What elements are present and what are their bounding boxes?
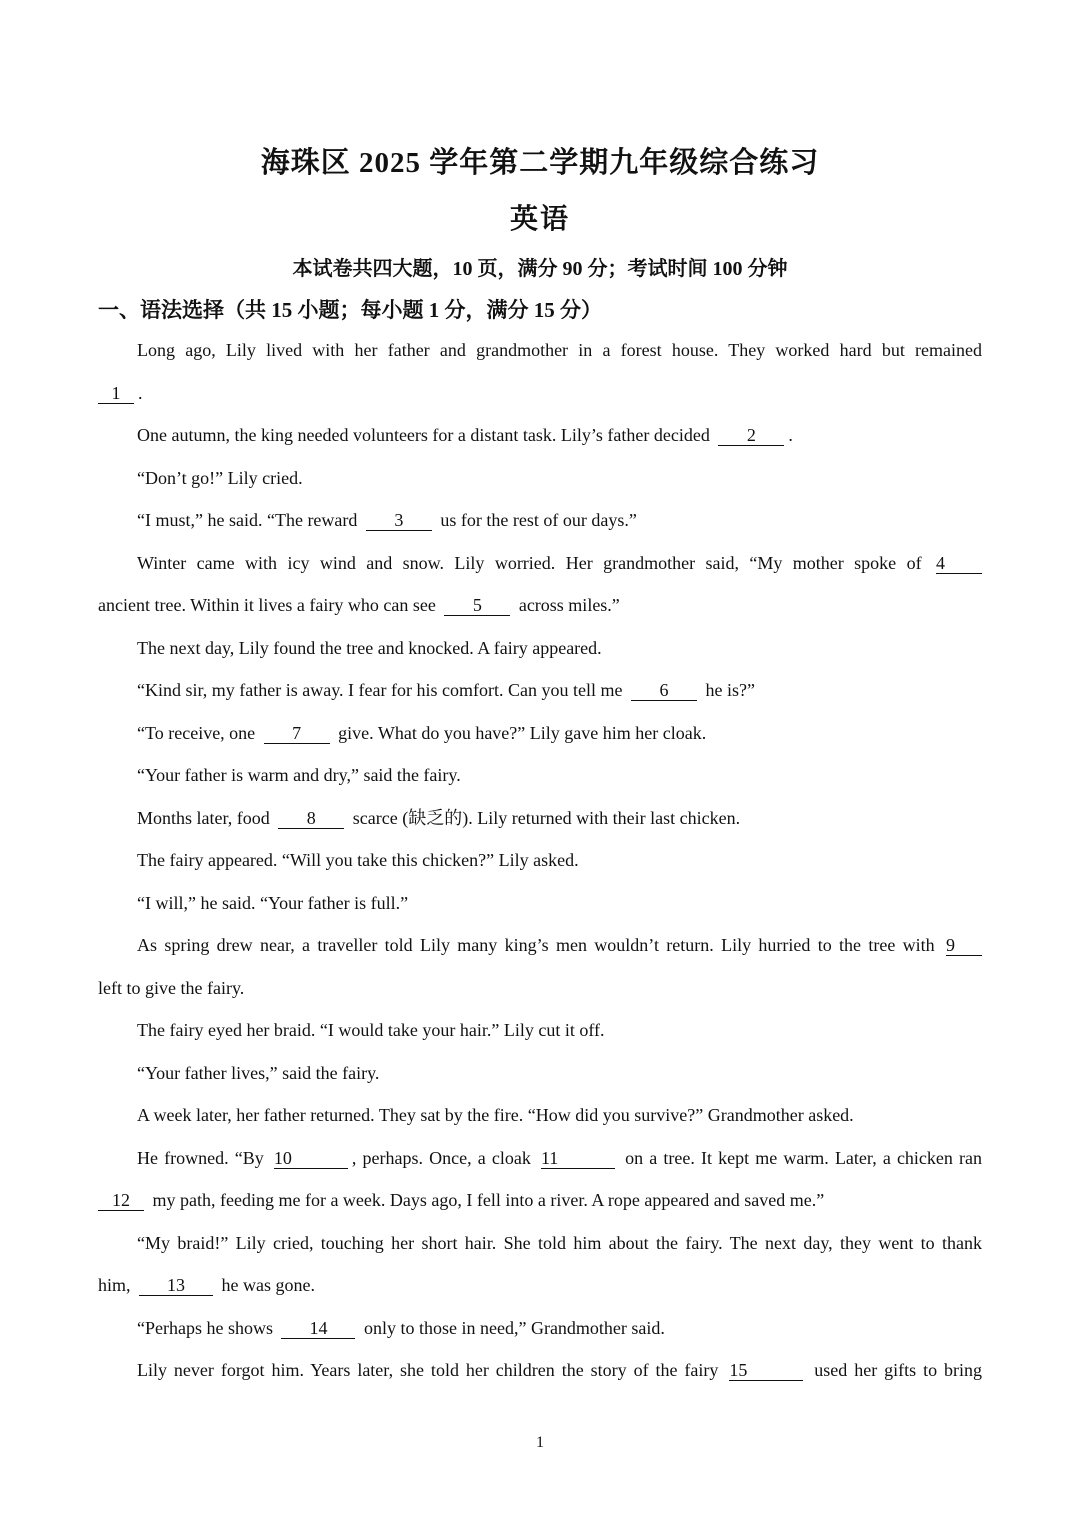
- blank-13: 13: [139, 1275, 213, 1296]
- passage-line: ancient tree. Within it lives a fairy who can see 5 across miles.”: [98, 595, 620, 615]
- section-heading: 一、语法选择（共 15 小题；每小题 1 分，满分 15 分）: [98, 298, 602, 322]
- passage-line: A week later, her father returned. They sat by the fire. “How did you survive?” Grandmother asked.: [137, 1105, 854, 1125]
- exam-info: 本试卷共四大题，10 页，满分 90 分；考试时间 100 分钟: [292, 258, 788, 280]
- blank-5: 5: [444, 595, 510, 616]
- passage-line: “I will,” he said. “Your father is full.”: [137, 893, 409, 913]
- subject-title: 英语: [509, 204, 570, 235]
- blank-3: 3: [366, 510, 432, 531]
- blank-15: 15: [729, 1360, 803, 1381]
- blank-1: 1: [98, 383, 134, 404]
- passage-line: “To receive, one 7 give. What do you have?” Lily gave him her cloak.: [137, 723, 707, 743]
- passage-line: him, 13 he was gone.: [98, 1275, 315, 1295]
- blank-4: 4: [936, 553, 982, 574]
- passage-line: “Perhaps he shows 14 only to those in need,” Grandmother said.: [137, 1318, 665, 1338]
- passage-line: The fairy appeared. “Will you take this chicken?” Lily asked.: [137, 850, 579, 870]
- passage-line: 1 .: [98, 380, 982, 406]
- page-number: 1: [536, 1434, 544, 1451]
- passage-line: left to give the fairy.: [98, 978, 245, 998]
- passage-line: 12 my path, feeding me for a week. Days ago, I fell into a river. A rope appeared and saved me.”: [98, 1187, 982, 1213]
- passage-line: He frowned. “By 10 , perhaps. Once, a cloak 11 on a tree. It kept me warm. Later, a chicken ran: [137, 1148, 983, 1168]
- exam-title: 海珠区 2025 学年第二学期九年级综合练习: [260, 147, 820, 179]
- passage-line: “Don’t go!” Lily cried.: [137, 468, 303, 488]
- passage-line: “Your father is warm and dry,” said the fairy.: [137, 765, 461, 785]
- blank-12: 12: [98, 1190, 144, 1211]
- blank-7: 7: [264, 723, 330, 744]
- passage-line: “My braid!” Lily cried, touching her short hair. She told him about the fairy. The next day, they went to thank: [137, 1233, 982, 1253]
- passage-line: Winter came with icy wind and snow. Lily worried. Her grandmother said, “My mother spoke of 4: [137, 550, 982, 576]
- blank-6: 6: [631, 680, 697, 701]
- passage-line: The next day, Lily found the tree and knocked. A fairy appeared.: [137, 638, 602, 658]
- passage-line: As spring drew near, a traveller told Lily many king’s men wouldn’t return. Lily hurried to the tree with 9: [137, 932, 982, 958]
- blank-9: 9: [946, 935, 982, 956]
- blank-11: 11: [541, 1148, 615, 1169]
- passage-line: “Your father lives,” said the fairy.: [137, 1063, 380, 1083]
- passage-line: Long ago, Lily lived with her father and grandmother in a forest house. They worked hard but remained: [137, 340, 982, 360]
- blank-8: 8: [278, 808, 344, 829]
- passage-line: Lily never forgot him. Years later, she told her children the story of the fairy 15 used her gifts to bring: [137, 1360, 982, 1380]
- passage-line: The fairy eyed her braid. “I would take your hair.” Lily cut it off.: [137, 1020, 605, 1040]
- blank-10: 10: [274, 1148, 348, 1169]
- blank-2: 2: [718, 425, 784, 446]
- passage-line: One autumn, the king needed volunteers for a distant task. Lily’s father decided 2 .: [137, 425, 793, 445]
- passage-line: “Kind sir, my father is away. I fear for his comfort. Can you tell me 6 he is?”: [137, 680, 755, 700]
- passage-line: Months later, food 8 scarce (缺乏的). Lily returned with their last chicken.: [137, 808, 741, 828]
- blank-14: 14: [281, 1318, 355, 1339]
- passage-line: “I must,” he said. “The reward 3 us for the rest of our days.”: [137, 510, 637, 530]
